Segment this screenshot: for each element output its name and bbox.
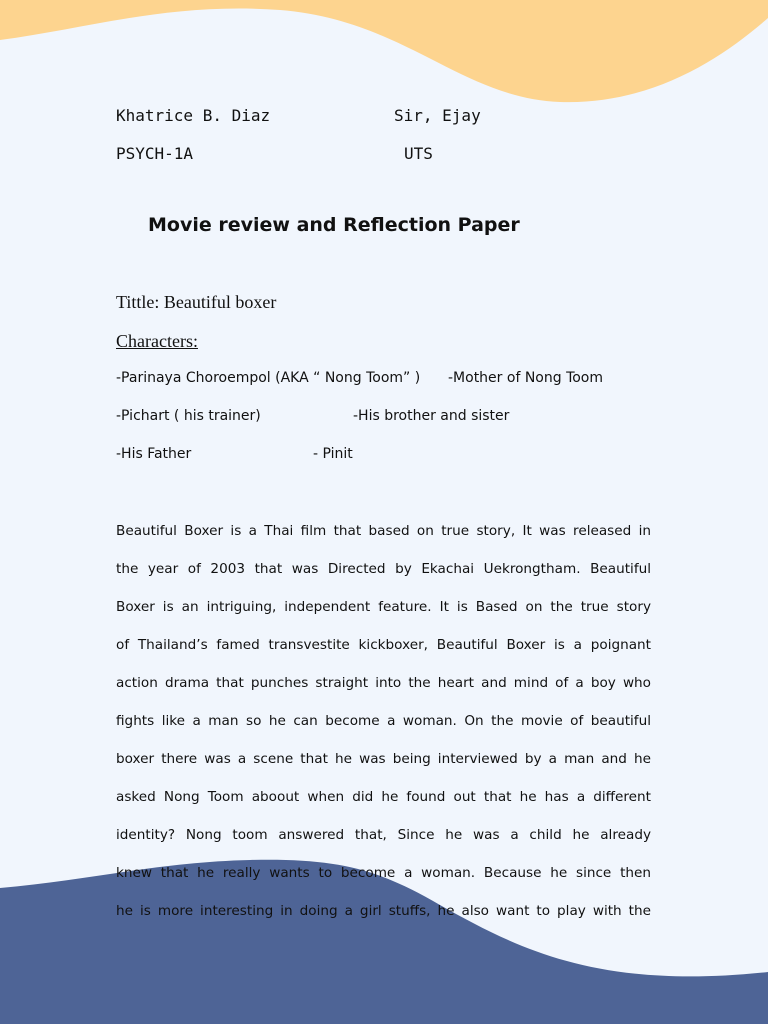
characters-heading: Characters: bbox=[116, 331, 198, 351]
character-item: - Pinit bbox=[313, 446, 353, 462]
character-item: -Mother of Nong Toom bbox=[448, 370, 604, 386]
document-title: Movie review and Reflection Paper bbox=[148, 214, 520, 236]
paragraph-line: the year of 2003 that was Directed by Ekachai Uekrongtham. Beautiful bbox=[116, 561, 651, 577]
film-title: Tittle: Beautiful boxer bbox=[116, 292, 277, 312]
paragraph-line: Boxer is an intriguing, independent feature. It is Based on the true story bbox=[116, 599, 651, 615]
paragraph-line: of Thailand’s famed transvestite kickboxer, Beautiful Boxer is a poignant bbox=[116, 637, 651, 653]
character-item: -Pichart ( his trainer) bbox=[116, 408, 261, 424]
paragraph-line: he is more interesting in doing a girl stuffs, he also want to play with the bbox=[116, 903, 651, 919]
character-item: -His brother and sister bbox=[353, 408, 510, 424]
paragraph-line: asked Nong Toom aboout when did he found out that he has a different bbox=[116, 789, 651, 805]
course-code: PSYCH-1A bbox=[116, 144, 194, 163]
paragraph-line: identity? Nong toom answered that, Since he was a child he already bbox=[116, 827, 651, 843]
paragraph-line: boxer there was a scene that he was being interviewed by a man and he bbox=[116, 751, 651, 767]
character-item: -Parinaya Choroempol (AKA “ Nong Toom” ) bbox=[116, 370, 421, 386]
paragraph-line: knew that he really wants to become a woman. Because he since then bbox=[116, 865, 651, 881]
paragraph-line: Beautiful Boxer is a Thai film that based on true story, It was released in bbox=[116, 523, 651, 539]
character-item: -His Father bbox=[116, 446, 192, 462]
teacher-name: Sir, Ejay bbox=[394, 106, 481, 125]
paragraph-line: fights like a man so he can become a woman. On the movie of beautiful bbox=[116, 713, 651, 729]
exam-label: UTS bbox=[404, 144, 433, 163]
paragraph-line: action drama that punches straight into the heart and mind of a boy who bbox=[116, 675, 651, 691]
student-name: Khatrice B. Diaz bbox=[116, 106, 271, 125]
